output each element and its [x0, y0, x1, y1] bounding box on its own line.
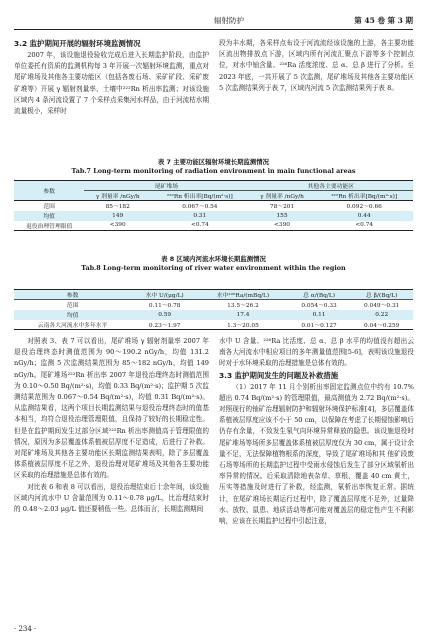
- table-cell: 退役治理管理限值: [14, 221, 84, 231]
- paragraph: 对照表 3、表 7 可以看出，尾矿堆场 γ 辐射剂量率 2007 年退役治理终态时测值范围为 90～190.2 nGy/h，均值 131.2 nGy/h；监测 5 次监测结果范围为 85～182 nGy/h，均值 149 nGy/h。尾矿堆场²²²Rn 析出率 2007 年退役治理终态时测值范围为 0.10～0.50 Bq/(m²·s)，均值 0.33 Bq/(m²·s)；监护期 5 次监测结果范围为 0.067～0.54 Bq/(m²·s)，均值 0.31 Bq/(m²·s)。从监测结果看，这两个项目长期监测结果与退役治理终态时的值基本相当，均符合退役治理管理限值，且保持了较好的长期稳定性。但是在监护期间发生过部分区域²²²Rn 析出率测值高于管理限值的情况，原因为多层覆盖体系植被层厚度不足造成，后进行了补救。对尾矿堆场及其他各主要功能区长期监测结果表明，除了多层覆盖体系植被层厚度不足之外，退役治理对尾矿堆场及其他各主要功能区采取的治理措施是总体有效的。: [14, 337, 209, 480]
- table-cell: 0.22: [375, 311, 389, 318]
- table7-caption-en: Tab.7 Long-term monitoring of radiation environment in main functional areas: [71, 167, 356, 175]
- table-cell: 范围: [14, 201, 84, 211]
- table8-col-header: 水中²²⁶Ra/(mBq/L): [198, 290, 288, 300]
- table-row: [14, 211, 413, 221]
- table8-col-header: 水中 U/(μg/L): [131, 290, 198, 300]
- table-cell: 均值: [66, 313, 79, 319]
- table7-col-header: ²²²Rn 析出率[Bq/(m²·s)]: [151, 191, 249, 201]
- table8-col-header: 总 α/(Bq/L): [288, 290, 351, 300]
- table-row: [14, 221, 413, 231]
- table-cell: 0.092～0.66: [315, 201, 413, 211]
- volume-issue: 第 45 卷 第 3 期: [354, 16, 413, 25]
- table7-col-header: ²²²Rn 析出率[Bq/(m²·s)]: [315, 191, 413, 201]
- paragraph: 段为丰水期，各采样点布设于河流流经该设施的上游，各主要功能区流出物排放点下游，区域内所有河流汇聚点下游等多个控制点位，对水中铀含量、²²⁶Ra 活度浓度、总 α、总 β 进行了分析。至 2023 年底，一共开展了 5 次监测，尾矿堆场及其他各主要功能区 5 次监测结果列于表 7，区域内河流 5 次监测结果列于表 8。: [219, 39, 414, 92]
- table-cell: 0.11: [312, 311, 326, 318]
- table-cell: 0.067～0.54: [151, 201, 249, 211]
- table-cell: 0.054～0.33: [301, 303, 337, 310]
- table-cell: 均值: [43, 214, 55, 220]
- body-left-column: [14, 336, 209, 515]
- table8-col-header: 参数: [14, 290, 131, 300]
- table-cell: <390: [84, 221, 151, 231]
- table-cell: 149: [112, 212, 124, 219]
- table7-col-header: γ 剂量率 /nGy/h: [84, 191, 151, 201]
- table-cell: 1.3～20.05: [198, 320, 288, 330]
- table7-param-header: 参数: [14, 181, 84, 201]
- table-row: [14, 310, 413, 320]
- table-cell: 0.31: [193, 212, 207, 219]
- table-cell: 0.049～0.31: [364, 303, 400, 310]
- table-cell: 0.23～1.97: [131, 320, 198, 330]
- table7-caption: [14, 158, 413, 176]
- body-right-column: [219, 336, 414, 527]
- table-cell: 云南各大河流水中多年水平: [14, 320, 131, 330]
- table-cell: <390: [249, 221, 316, 231]
- table-cell: 17.4: [236, 311, 250, 318]
- table-row: [14, 201, 413, 211]
- table-cell: 78～201: [249, 201, 316, 211]
- table7-caption-cn: 表 7 主要功能区辐射环境长期监测情况: [157, 158, 270, 166]
- table-cell: 范围: [66, 303, 79, 310]
- section-3-2-left: [14, 38, 209, 117]
- table8-caption-en: Tab.8 Long-term monitoring of river water environment within the region: [81, 264, 346, 272]
- paragraph: （1）2017 年 11 月个别析出率固定监测点位中约有 10.7% 超出 0.74 Bq/(m²·s) 的管理限值，最高测值为 2.72 Bq/(m²·s)。对照现行的铀矿治理辐射防护和辐射环境保护标准[4]，多层覆盖体系植被层厚度应该不小于 50 cm，以保障在考虑了长期侵蚀影响后仍存有余量，不致发生氡气向环境异常释放的隐患。该设施退役时尾矿堆场等场所多层覆盖体系植被层厚度仅为 30 cm，属于设计余量不足，无法保障植物根系的深度，导致了尾矿堆场和其 他矿段废石场等场所的长期监护过程中受雨水侵蚀后发生了部分区域氡析出率异常的情况。后采取清除地表杂草、草根，覆盖 40 cm 黄土，压实等措施及时进行了补救，经监测，氡析出率恢复正常。据统计，在尾矿堆场长期运行过程中，除了覆盖层厚度不足外，过量降水、放牧、鼠患、地质活动等都可能对覆盖层的稳定性产生不利影响，应该在长期监护过程中引起注意，: [219, 382, 414, 526]
- table-row: [14, 300, 413, 310]
- section-3-2-right: [219, 38, 414, 94]
- page-number: · 234 ·: [14, 625, 37, 633]
- paragraph: 2007 年，该设施退役验收完成后进入长期监护阶段，由监护单位委托有资质的监测机构每 3 年开展一次辐射环境监测，重点对尾矿堆场及其他各主要功能区（包括各废石场、采矿矿段、采矿废矿堆等）开展 γ 辐射剂量率、土壤中²²²Rn 析出率监测；对该设施区域内 4 条河流设置了 7 个采样点采集河水样品，由于河流枯水期流量极小，采样时: [14, 51, 209, 116]
- section-title: 3.3 监护期间发生的问题及补救措施: [219, 370, 339, 380]
- table-cell: 0.04～0.259: [350, 320, 413, 330]
- table-cell: 0.59: [158, 311, 172, 318]
- table-cell: 85～182: [84, 201, 151, 211]
- table8-caption-cn: 表 8 区域内河流水环境长期监测情况: [161, 255, 266, 263]
- table7-col-header: γ 剂量率 /nGy/h: [249, 191, 316, 201]
- table-row: [14, 320, 413, 330]
- table-cell: <0.74: [151, 221, 249, 231]
- table-cell: 155: [276, 212, 288, 219]
- table7-group-tailings: 尾矿堆场: [84, 181, 248, 191]
- table8: [14, 289, 413, 330]
- table8-col-header: 总 β/(Bq/L): [350, 290, 413, 300]
- table-cell: 13.5～26.2: [227, 303, 259, 310]
- table-cell: 0.44: [357, 212, 371, 219]
- table-cell: 0.01～0.127: [288, 320, 351, 330]
- table7-group-other: 其他各主要功能区: [249, 181, 413, 191]
- paragraph: 水中 U 含量、²²⁶Ra 比活度、总 α、总 β 水平的均值没有超出云南各大河流水中相应项目的多年测量值范围[5-6]，表明该设施退役时对于水环境采取的治理措施是总体有效的。: [219, 337, 414, 368]
- table-cell: 0.11～0.78: [148, 303, 181, 310]
- table-cell: <0.74: [315, 221, 413, 231]
- table7: [14, 180, 413, 231]
- journal-name: 辐射防护: [214, 16, 244, 25]
- page-header: [14, 14, 413, 30]
- section-title: 3.2 监护期间开展的辐射环境监测情况: [14, 39, 141, 48]
- table8-caption: [14, 255, 413, 273]
- paragraph: 对比表 6 和表 8 可以看出，退役治理结束后十余年间，该设施区域内河流水中 U 含量范围为 0.11～0.78 μg/L，比治理结束时的 0.48～2.03 μg/L 值还要稍低一些。总体而言，长期监测期间: [14, 482, 209, 514]
